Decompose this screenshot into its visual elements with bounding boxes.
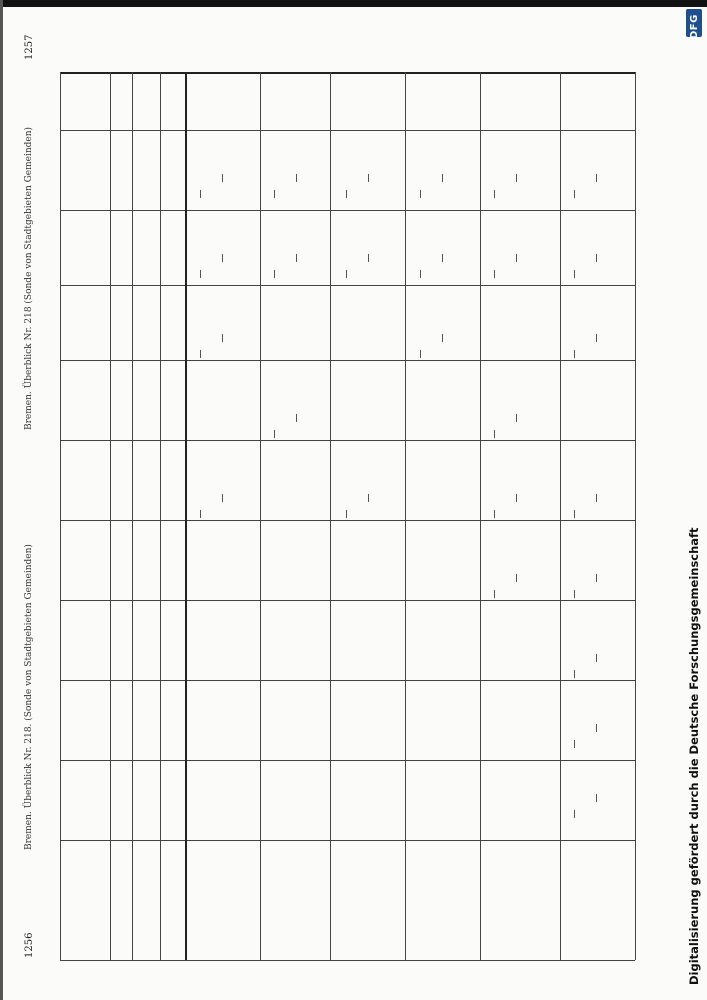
table-cell-dash xyxy=(200,350,201,358)
table-cell-dash xyxy=(442,254,443,262)
table-rule xyxy=(60,680,635,681)
table-cell-dash xyxy=(368,254,369,262)
table-cell-dash xyxy=(574,670,575,678)
table-column-rule xyxy=(110,72,111,960)
table-rule xyxy=(60,840,635,841)
table-cell-dash xyxy=(274,270,275,278)
table-cell-dash xyxy=(596,574,597,582)
table-cell-dash xyxy=(494,430,495,438)
table-cell-dash xyxy=(574,270,575,278)
table-column-rule xyxy=(160,72,161,960)
table-cell-dash xyxy=(596,254,597,262)
table-column-rule xyxy=(132,72,133,960)
table-rule xyxy=(60,285,635,286)
funding-notice: Digitalisierung gefördert durch die Deutsche Forschungsgemeinschaft xyxy=(687,527,701,985)
table-cell-dash xyxy=(274,430,275,438)
table-cell-dash xyxy=(274,190,275,198)
table-cell-dash xyxy=(596,494,597,502)
table-cell-dash xyxy=(516,254,517,262)
table-cell-dash xyxy=(574,190,575,198)
table-column-rule xyxy=(480,72,481,960)
table-rule xyxy=(60,600,635,601)
table-cell-dash xyxy=(368,494,369,502)
table-column-rule xyxy=(560,72,561,960)
left-page-number: 1256 xyxy=(24,932,35,958)
table-column-rule xyxy=(405,72,406,960)
table-cell-dash xyxy=(200,190,201,198)
table-rule xyxy=(60,210,635,211)
right-running-head: Bremen. Überblick Nr. 218 (Sonde von Stadtgebieten Gemeinden) xyxy=(24,126,34,430)
table-column-rule xyxy=(60,72,61,960)
table-cell-dash xyxy=(494,510,495,518)
table-cell-dash xyxy=(494,190,495,198)
table-cell-dash xyxy=(346,270,347,278)
digitization-banner xyxy=(683,5,705,995)
table-cell-dash xyxy=(596,794,597,802)
right-page-number: 1257 xyxy=(24,34,35,60)
table-cell-dash xyxy=(442,334,443,342)
table-cell-dash xyxy=(596,174,597,182)
left-edge xyxy=(0,0,3,1000)
table-cell-dash xyxy=(346,510,347,518)
table-cell-dash xyxy=(596,724,597,732)
table-cell-dash xyxy=(596,654,597,662)
table-cell-dash xyxy=(222,254,223,262)
dfg-logo: DFG xyxy=(686,9,702,37)
table-cell-dash xyxy=(222,494,223,502)
table-cell-dash xyxy=(516,494,517,502)
table-cell-dash xyxy=(574,350,575,358)
table-cell-dash xyxy=(296,174,297,182)
table-cell-dash xyxy=(346,190,347,198)
table-cell-dash xyxy=(420,350,421,358)
table-cell-dash xyxy=(574,810,575,818)
table-cell-dash xyxy=(574,510,575,518)
table-cell-dash xyxy=(574,740,575,748)
table-rule xyxy=(60,960,635,961)
table-cell-dash xyxy=(420,270,421,278)
table-cell-dash xyxy=(222,174,223,182)
table-rule xyxy=(60,440,635,441)
table-cell-dash xyxy=(516,174,517,182)
table-cell-dash xyxy=(494,270,495,278)
table-cell-dash xyxy=(222,334,223,342)
table-cell-dash xyxy=(516,414,517,422)
table-column-rule xyxy=(635,72,636,960)
table-cell-dash xyxy=(574,590,575,598)
table-rule xyxy=(60,360,635,361)
table-rule xyxy=(60,520,635,521)
table-column-rule xyxy=(260,72,261,960)
table-top-rule xyxy=(60,72,635,74)
table-column-rule xyxy=(330,72,331,960)
table-cell-dash xyxy=(368,174,369,182)
table-cell-dash xyxy=(200,510,201,518)
top-border xyxy=(0,0,707,7)
table-cell-dash xyxy=(296,254,297,262)
table-cell-dash xyxy=(516,574,517,582)
table-cell-dash xyxy=(494,590,495,598)
table-cell-dash xyxy=(296,414,297,422)
table-cell-dash xyxy=(200,270,201,278)
table-rule xyxy=(60,760,635,761)
table-cell-dash xyxy=(420,190,421,198)
table-cell-dash xyxy=(596,334,597,342)
table-cell-dash xyxy=(442,174,443,182)
table-rule xyxy=(60,130,635,131)
header-body-rule xyxy=(185,72,187,960)
left-running-head: Bremen. Überblick Nr. 218. (Sonde von Stadtgebieten Gemeinden) xyxy=(24,544,34,850)
